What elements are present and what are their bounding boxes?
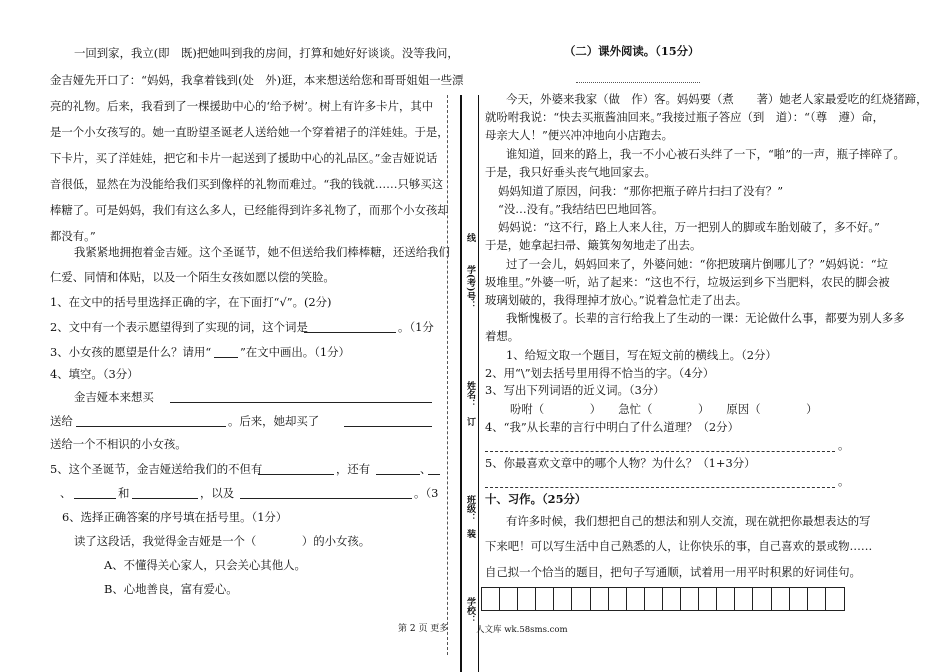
answer-blank[interactable]: [132, 497, 198, 499]
question-6: 6、选择正确答案的序号填在括号里。（1分）: [62, 510, 288, 524]
question-2-score: 。（1分: [398, 320, 434, 334]
composition-section-title: 十、习作。（25分）: [485, 492, 587, 506]
passage-paragraph-line: 棒糖了。可是妈妈，我们有这么多人，已经能得到许多礼物了，而那个小女孩却: [50, 203, 449, 217]
question-5-aswell: ，以及: [200, 486, 235, 500]
answer-blank[interactable]: [240, 497, 412, 499]
binding-dashed-line: [447, 95, 450, 655]
question-5-mid: ，还有: [336, 462, 371, 476]
passage-paragraph-line: 于是，我只好垂头丧气地回家去。: [485, 165, 656, 179]
answer-blank[interactable]: [428, 473, 440, 475]
passage-paragraph-line: 母亲大人！”便兴冲冲地向小店跑去。: [485, 128, 674, 142]
passage-paragraph-line: 过了一会儿，妈妈回来了，外婆问她：“你把玻璃片倒哪儿了？”妈妈说：“垃: [506, 257, 888, 271]
binding-label-staple: 订: [465, 417, 475, 426]
question-4-line-1: 金吉娅本来想买: [74, 390, 154, 404]
answer-blank[interactable]: [485, 450, 835, 452]
answer-blank[interactable]: [258, 473, 334, 475]
answer-blank[interactable]: [74, 497, 116, 499]
question-5-sep: 、: [420, 462, 432, 476]
binding-label-class: 班级：: [465, 495, 475, 522]
answer-blank[interactable]: [485, 486, 835, 488]
passage-paragraph-line: 我惭愧极了。长辈的言行给我上了生动的一课：无论做什么事，都要为别人多多: [506, 311, 905, 325]
question-5-end: 。: [838, 474, 850, 488]
question-2: 2、文中有一个表示愿望得到了实现的词，这个词是: [50, 320, 308, 334]
passage-paragraph-line: 妈妈说：“这不行，路上人来人往，万一把别人的脚或车胎划破了，多不好。”: [498, 220, 880, 234]
question-4: 4、“我”从长辈的言行中明白了什么道理？（2分）: [485, 420, 739, 434]
passage-paragraph-line: 是一个小女孩写的。她一直盼望圣诞老人送给她一个穿着裙子的洋娃娃。于是，: [50, 125, 449, 139]
composition-prompt-line: 自己拟一个恰当的题目，把句子写通顺，试着用一用平时积累的好词佳句。: [485, 565, 861, 579]
passage-paragraph-line: 谁知道，回来的路上，我一不小心被石头绊了一下，“啪”的一声，瓶子摔碎了。: [506, 147, 905, 161]
passage-paragraph-line: 一回到家，我立(即 既)把她叫到我的房间，打算和她好好谈谈。没等我问，: [74, 46, 459, 60]
question-1: 1、在文中的括号里选择正确的字，在下面打“√”。(2分): [50, 295, 332, 309]
underline-symbol-blank: [214, 356, 238, 358]
question-5-score: 。（3: [414, 486, 439, 500]
binding-label-name: 姓名：: [465, 381, 475, 408]
question-4-line-3: 送给一个不相识的小女孩。: [50, 437, 187, 451]
page-footer: 第 2 页 更多: [398, 624, 449, 634]
answer-blank[interactable]: [170, 401, 432, 403]
composition-prompt-line: 下来吧！可以写生活中自己熟悉的人，让你快乐的事，自己喜欢的景或物……: [485, 539, 873, 553]
question-4-line-2-mid: 。后来，她却买了: [228, 414, 320, 428]
question-2: 2、用“\”划去括号里用得不恰当的字。（4分）: [485, 366, 715, 380]
passage-paragraph-line: 妈妈知道了原因，问我：“那你把瓶子碎片扫扫了没有？”: [498, 184, 784, 198]
question-4-end: 。: [838, 438, 850, 452]
question-6-stem: 读了这段话，我觉得金吉娅是一个（ ）的小女孩。: [74, 534, 371, 548]
passage-paragraph-line: 亮的礼物。后来，我看到了一棵援助中心的‘给予树’。树上有许多卡片，其中: [50, 99, 434, 113]
question-3-words: 吩咐（ ） 急忙（ ） 原因（ ）: [510, 402, 818, 416]
binding-label-bind: 装: [465, 529, 475, 538]
passage-paragraph-line: 下卡片，买了洋娃娃，把它和卡片一起送到了援助中心的礼品区。”金吉娅说话: [50, 151, 438, 165]
answer-blank[interactable]: [76, 425, 226, 427]
passage-paragraph-line: 都没有。”: [50, 229, 96, 243]
question-3: 3、小女孩的愿望是什么？请用“: [50, 345, 212, 359]
reading-section-title: （二）课外阅读。（15分）: [564, 44, 700, 58]
left-page-column: [0, 0, 464, 672]
option-b: B、心地善良，富有爱心。: [104, 582, 238, 596]
option-a: A、不懂得关心家人，只会关心其他人。: [104, 558, 306, 572]
question-1: 1、给短文取一个题目，写在短文前的横线上。（2分）: [506, 348, 777, 362]
answer-blank[interactable]: [344, 425, 432, 427]
passage-paragraph-line: 于是，她拿起扫帚、簸箕匆匆地走了出去。: [485, 238, 702, 252]
composition-prompt-line: 有许多时候，我们想把自己的想法和别人交流，现在就把你最想表达的写: [506, 514, 871, 528]
question-4: 4、填空。（3分）: [50, 367, 139, 381]
question-5-and: 和: [118, 486, 130, 500]
watermark-text: 人文库 wk.58sms.com: [476, 625, 568, 635]
binding-label-student-id: 学(考)号：: [465, 265, 475, 310]
passage-paragraph-line: 音很低，显然在为没能给我们买到像样的礼物而难过。“我的钱就……只够买这: [50, 177, 444, 191]
binding-label-line: 线: [465, 233, 475, 242]
passage-paragraph-line: 着想。: [485, 329, 520, 343]
passage-paragraph-line: 今天，外婆来我家（做 作）客。妈妈要（煮 著）她老人家最爱吃的红烧猪蹄，: [506, 92, 928, 106]
title-answer-line[interactable]: [576, 82, 700, 83]
passage-paragraph-line: 就吩咐我说：“快去买瓶酱油回来。”我接过瓶子答应（到 道）：“（尊 遵）命，: [485, 110, 885, 124]
question-4-line-2: 送给: [50, 414, 73, 428]
passage-paragraph-line: 金吉娅先开口了：“妈妈，我拿着钱到(处 外)逛，本来想送给您和哥哥姐姐一些漂: [50, 73, 464, 87]
right-page-column: [476, 0, 950, 672]
answer-blank[interactable]: [376, 473, 420, 475]
binding-label-school: 学校：: [465, 597, 475, 624]
question-3-tail: ”在文中画出。（1分）: [240, 345, 350, 359]
passage-paragraph-line: 玻璃划破的，我得理掉才放心。”说着急忙走了出去。: [485, 293, 748, 307]
question-3: 3、写出下列词语的近义词。（3分）: [485, 383, 665, 397]
question-5: 5、你最喜欢文章中的哪个人物？为什么？（1+3分）: [485, 456, 756, 470]
writing-grid[interactable]: [481, 587, 845, 611]
question-5: 5、这个圣诞节，金吉娅送给我们的不但有: [50, 462, 263, 476]
passage-paragraph-line: 仁爱、同情和体贴，以及一个陌生女孩如愿以偿的笑脸。: [50, 270, 335, 284]
passage-paragraph-line: “没…没有。”我结结巴巴地回答。: [498, 202, 664, 216]
passage-paragraph-line: 我紧紧地拥抱着金吉娅。这个圣诞节，她不但送给我们棒棒糖，还送给我们: [74, 245, 450, 259]
passage-paragraph-line: 圾堆里。”外婆一听，站了起来：“这也不行，垃圾运到乡下当肥料，农民的脚会被: [485, 275, 890, 289]
answer-blank[interactable]: [304, 331, 396, 333]
question-5-sep: 、: [60, 486, 72, 500]
